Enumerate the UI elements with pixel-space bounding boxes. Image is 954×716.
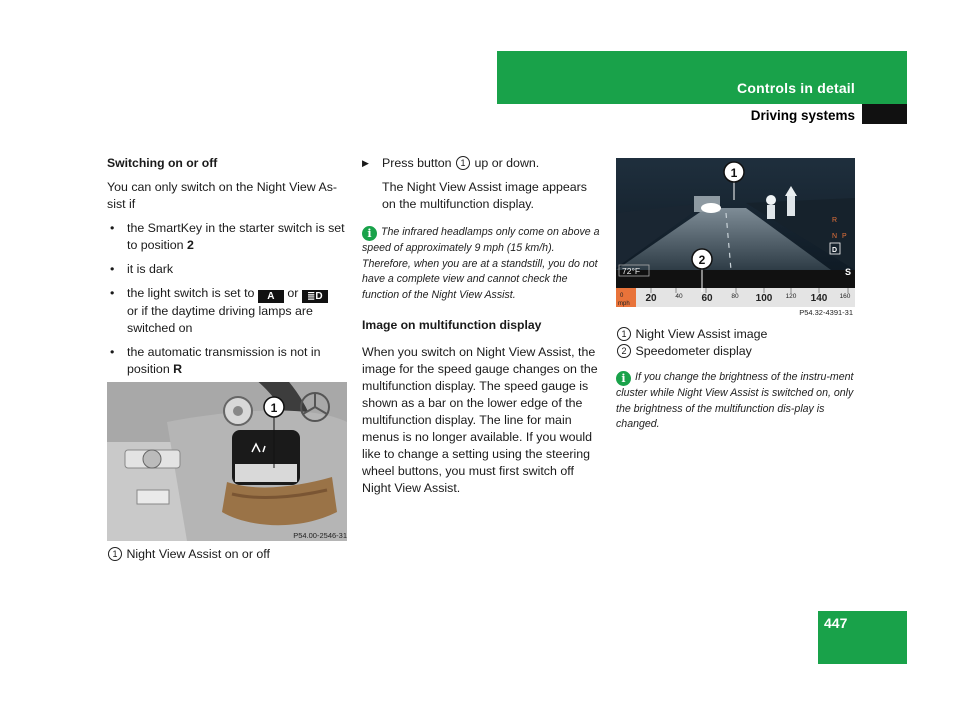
steering-wheel-illustration (107, 382, 347, 541)
instruction-step: ▶ Press button 1 up or down. (362, 156, 540, 170)
svg-text:20: 20 (645, 293, 657, 304)
svg-text:160: 160 (839, 293, 851, 300)
conditions-list (107, 220, 347, 378)
middle-column (362, 155, 600, 504)
svg-text:120: 120 (785, 293, 797, 300)
caption-number: 1 (108, 547, 122, 561)
page-number: 447 (824, 615, 848, 631)
section-header-bar (497, 51, 907, 104)
left-column (107, 155, 347, 385)
left-figure-caption: 1 Night View Assist on or off (107, 546, 347, 563)
svg-text:D: D (832, 247, 838, 254)
auto-light-key-icon: A (258, 290, 284, 303)
display-body: When you switch on Night View Assist, the image for the speed gauge changes on the multifunction display. The speed gauge is shown as a bar on the lower edge of the multifunction display. The line for main menus is no longer available. If you would like to change a setting using the steering wheel buttons, you must first switch off Night View Assist. (362, 345, 598, 495)
info-note: i If you change the brightness of the instru-ment cluster while Night View Assist is switched on, only the brightness of the multifunction dis-play is changed. (616, 371, 854, 430)
figure-legend (616, 326, 856, 360)
switching-intro: You can only switch on the Night View As-sist if (107, 180, 338, 211)
night-view-display (616, 158, 855, 318)
list-item: • it is dark (107, 261, 347, 278)
svg-text:60: 60 (701, 293, 713, 304)
button-number: 1 (456, 156, 470, 170)
svg-text:P: P (842, 233, 847, 240)
svg-text:0: 0 (620, 293, 624, 299)
info-icon: i (362, 226, 377, 241)
svg-text:2: 2 (698, 253, 706, 267)
svg-text:R: R (832, 217, 838, 224)
step-result: The Night View Assist image appears on the multifunction display. (382, 180, 588, 211)
right-column (616, 326, 856, 440)
step-arrow-icon: ▶ (362, 158, 369, 168)
svg-text:1: 1 (730, 166, 738, 180)
svg-text:mph: mph (618, 301, 630, 307)
display-heading: Image on multifunction display (362, 318, 542, 332)
figure-code: P54.00-2546-31 (293, 531, 347, 540)
svg-text:S: S (845, 267, 852, 277)
info-note: i The infrared headlamps only come on above a speed of approximately 9 mph (15 km/h). Therefore, when you are at a standstill, you do not have a complete view and cannot check the function of the Night View Assist. (362, 226, 600, 301)
page-number-box (818, 611, 907, 664)
svg-text:140: 140 (810, 293, 828, 304)
legend-item: 1 Night View Assist image (616, 326, 856, 343)
svg-text:1: 1 (270, 401, 278, 415)
svg-text:40: 40 (675, 293, 683, 300)
svg-text:100: 100 (755, 293, 773, 304)
list-item: • the SmartKey in the starter switch is set to position 2 (107, 220, 347, 254)
info-icon: i (616, 371, 631, 386)
switching-heading: Switching on or off (107, 156, 218, 170)
night-view-illustration (616, 158, 855, 307)
list-item: • the light switch is set to A or ≣D or if the daytime driving lamps are switched on (107, 285, 347, 337)
figure-code: P54.32-4391-31 (799, 308, 853, 317)
section-title: Controls in detail (737, 80, 855, 96)
svg-text:80: 80 (731, 293, 739, 300)
low-beam-key-icon: ≣D (302, 290, 328, 303)
subsection-title: Driving systems (750, 108, 855, 123)
list-item: • the automatic transmission is not in position R (107, 344, 347, 378)
steering-wheel-photo (107, 382, 347, 541)
legend-item: 2 Speedometer display (616, 343, 856, 360)
svg-text:72°F: 72°F (622, 266, 641, 276)
svg-text:N: N (832, 233, 838, 240)
subsection-marker (862, 104, 907, 124)
